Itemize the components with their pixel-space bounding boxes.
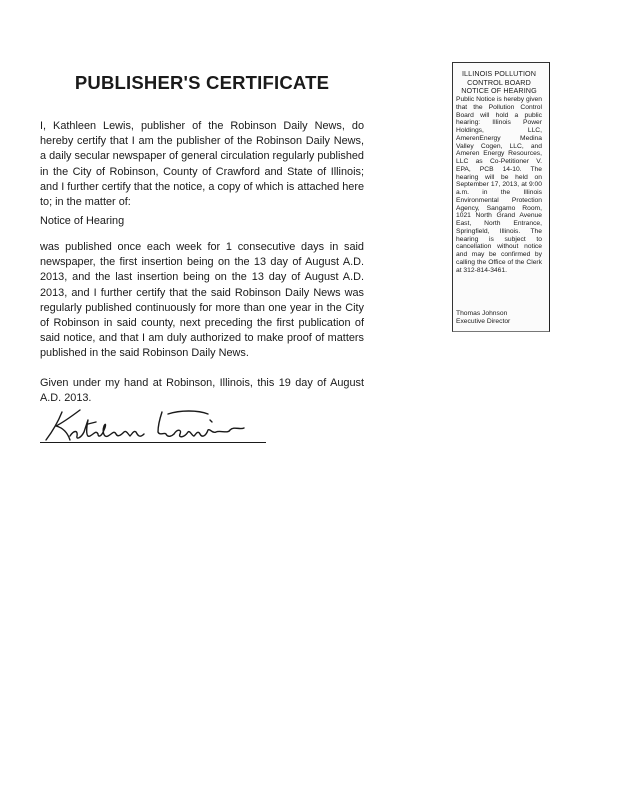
given-under-hand-statement: Given under my hand at Robinson, Illinois, this 19 day of August A.D. 2013. — [40, 377, 364, 405]
publication-statement-paragraph: was published once each week for 1 consecutive days in said newspaper, the first insertion being on the 13 day of August A.D. 2013, and the last insertion being on the 13 day of August A.D. 2013, and I further certify that the said Robinson Daily News was regularly published continuously for more than one year in the City of Robinson in said county, next preceding the first publication of said notice, and that I am duly authorized to make proof of matters published in the said Robinson Daily News. — [40, 241, 364, 360]
signature-line — [40, 442, 266, 443]
matter-label: Notice of Hearing — [40, 215, 125, 227]
clipping-heading-line-3: NOTICE OF HEARING — [461, 86, 537, 95]
certificate-title: PUBLISHER'S CERTIFICATE — [74, 72, 330, 93]
certificate-intro-paragraph: I, Kathleen Lewis, publisher of the Robinson Daily News, do hereby certify that I am the publisher of the Robinson Daily News, a daily secular newspaper of general circulation regularly published in the City of Robinson, County of Crawford and State of Illinois; and I further certify that the notice, a copy of which is attached here to; in the matter of: — [40, 120, 364, 209]
clipping-notice-body: Public Notice is hereby given that the Pollution Control Board will hold a public hearing: Illinois Power Holdings, LLC, AmerenEnergy Medina Valley Cogen, LLC, and Ameren Energy Resources, LLC as Co-Petitioner V. EPA, PCB 14-10. The hearing will be held on September 17, 2013, at 9:00 a.m. in the Illinois Environmental Protection Agency, Sangamo Room, 1021 North Grand Avenue East, North Entrance, Springfield, Illinois. The hearing is subject to cancellation without notice and may be confirmed by calling the Office of the Clerk at 312-814-3461. — [456, 96, 542, 274]
handwritten-signature — [40, 400, 270, 446]
clipping-heading-line-1: ILLINOIS POLLUTION — [461, 69, 537, 78]
clipping-signer-name: Thomas Johnson — [456, 310, 508, 317]
clipping-heading-line-2: CONTROL BOARD — [467, 77, 531, 87]
clipping-signer-title: Executive Director — [456, 318, 511, 325]
